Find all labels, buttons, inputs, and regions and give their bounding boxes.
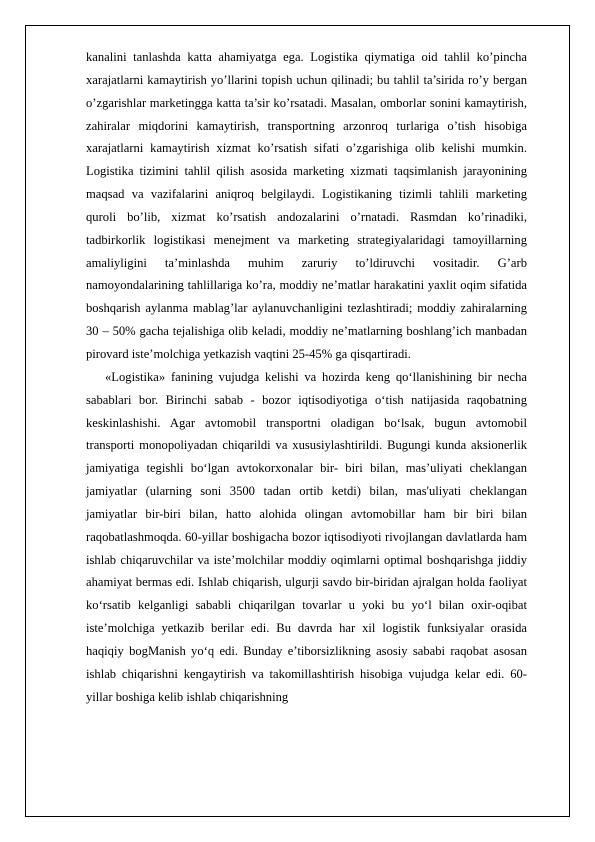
- paragraph-continuation: kanalini tanlashda katta ahamiyatga ega. Logistika qiymatiga oid tahlil ko’pincha xarajatlarni kamaytirish yo’llarini topish uchun qilinadi; bu tahlil ta’sirida ro’y bergan o’zgarishlar marketingga katta ta’sir ko’rsatadi. Masalan, omborlar sonini kamaytirish, zahiralar miqdorini kamaytirish, transportning arzonroq turlariga o’tish hisobiga xarajatlarni kamaytirish xizmat ko’rsatish sifati o’zgarishiga olib kelishi mumkin. Logistika tizimini tahlil qilish asosida marketing xizmati taqsimlanish jarayonining maqsad va vazifalarini aniqroq belgilaydi. Logistikaning tizimli tahlili marketing quroli bo’lib, xizmat ko’rsatish andozalarini o’rnatadi. Rasmdan ko’rinadiki, tadbirkorlik logistikasi menejment va marketing strategiyalaridagi tamoyillarning amaliyligini ta’minlashda muhim zaruriy to’ldiruvchi vositadir. G’arb namoyondalarining tahlillariga ko’ra, moddiy ne’matlar harakatini yaxlit oqim sifatida boshqarish aylanma mablag’lar aylanuvchanligini tezlashtiradi; moddiy zahiralarning 30 – 50% gacha tejalishiga olib keladi, moddiy ne’matlarning boshlang’ich manbadan pirovard iste’molchiga yetkazish vaqtini 25-45% ga qisqartiradi.: [86, 50, 527, 361]
- paragraph-logistics-origins: «Logistika» fanining vujudga kelishi va hozirda keng qo‘llanishining bir necha sabablari bor. Birinchi sabab - bozor iqtisodiyotiga o‘tish natijasida raqobatning keskinlashishi. Agar avtomobil transportni oladigan bo‘lsak, bugun avtomobil transporti monopoliyadan chiqarildi va xususiylashtirildi. Bugungi kunda aksionerlik jamiyatiga tegishli bo‘lgan avtokorxonalar bir- biri bilan, mas’uliyati cheklangan jamiyatlar (ularning soni 3500 tadan ortib ketdi) bilan, mas'uliyati cheklangan jamiyatlar bir-biri bilan, hatto alohida olingan avtomobillar ham bir biri bilan raqobatlashmoqda. 60-yillar boshigacha bozor iqtisodiyoti rivojlangan davlatlarda ham ishlab chiqaruvchilar va iste’molchilar moddiy oqimlarni optimal boshqarishga jiddiy ahamiyat bermas edi. Ishlab chiqarish, ulgurji savdo bir-biridan ajralgan holda faoliyat ko‘rsatib kelganligi sababli chiqarilgan tovarlar u yoki bu yo‘l bilan oxir-oqibat iste’molchiga yetkazib berilar edi. Bu davrda har xil logistik funksiyalar orasida haqiqiy bogManish yo‘q edi. Bunday e’tiborsizlikning asosiy sababi raqobat asosan ishlab chiqarishni kengaytirish va takomillashtirish hisobiga vujudga kelar edi. 60-yillar boshiga kelib ishlab chiqarishning: [86, 369, 527, 704]
- document-body: [86, 46, 527, 708]
